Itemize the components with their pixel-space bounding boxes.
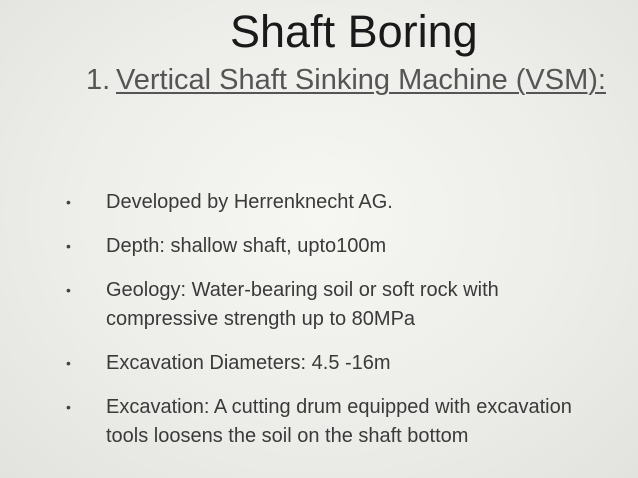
bullet-item bbox=[60, 188, 580, 217]
bullet-dot-icon: • bbox=[66, 194, 71, 210]
bullet-text: Developed by Herrenknecht AG. bbox=[106, 191, 393, 213]
bullet-item bbox=[60, 393, 580, 451]
slide-title: Shaft Boring bbox=[230, 6, 478, 57]
bullet-text: Excavation: A cutting drum equipped with excavation tools loosens the soil on the shaft bottom bbox=[106, 396, 572, 447]
bullet-dot-icon: • bbox=[66, 282, 71, 298]
bullet-item bbox=[60, 276, 580, 334]
bullet-dot-icon: • bbox=[66, 399, 71, 415]
bullet-item bbox=[60, 232, 580, 261]
bullet-list bbox=[60, 188, 580, 466]
bullet-dot-icon: • bbox=[66, 238, 71, 254]
heading-text: Vertical Shaft Sinking Machine (VSM): bbox=[116, 64, 606, 96]
bullet-dot-icon: • bbox=[66, 355, 71, 371]
bullet-text: Excavation Diameters: 4.5 -16m bbox=[106, 352, 391, 374]
section-heading bbox=[86, 64, 606, 96]
bullet-text: Depth: shallow shaft, upto100m bbox=[106, 235, 387, 257]
bullet-item bbox=[60, 349, 580, 378]
heading-number: 1. bbox=[86, 64, 111, 96]
bullet-text: Geology: Water-bearing soil or soft rock with compressive strength up to 80MPa bbox=[106, 279, 499, 330]
